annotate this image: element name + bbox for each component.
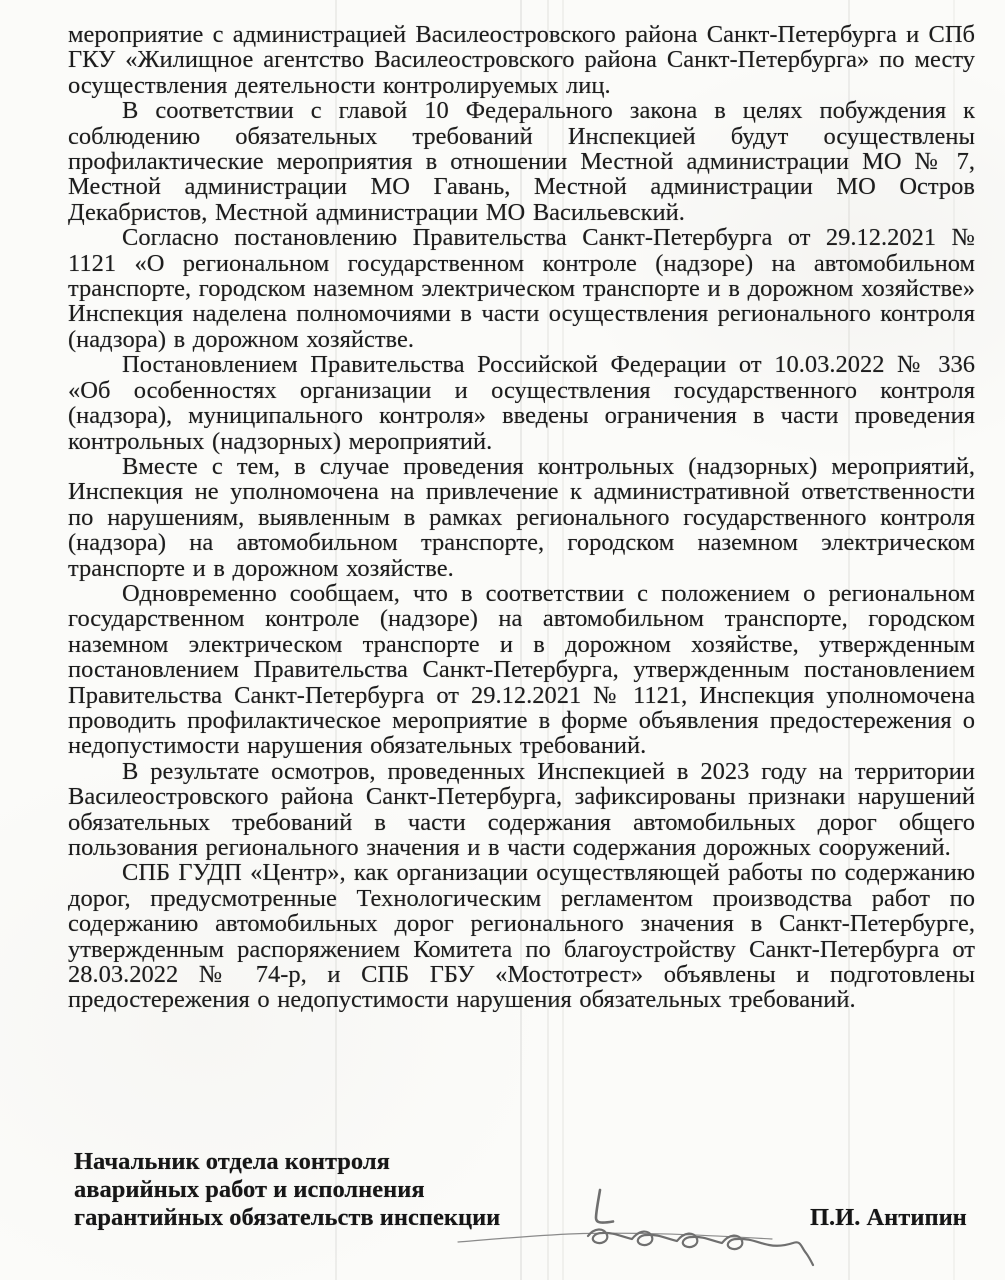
- signatory-title-line-2: аварийных работ и исполнения: [74, 1175, 425, 1203]
- paragraph-warnings-issued: СПБ ГУДП «Центр», как организации осуществляющей работы по содержанию дорог, предусмотренные Технологическим регламентом производства работ по содержанию автомобильных дорог регионального значения в Санкт-Петербурге, утвержденным распоряжением Комитета по благоустройству Санкт-Петербурга от 28.03.2022 № 74-р, и СПБ ГБУ «Мостотрест» объявлены и подготовлены предостережения о недопустимости нарушения обязательных требований.: [68, 859, 975, 1014]
- signatory-title-line-3: гарантийных обязательств инспекции: [74, 1203, 501, 1231]
- paragraph-federal-law-ch10: В соответствии с главой 10 Федерального закона в целях побуждения к соблюдению обязательных требований Инспекцией будут осуществлены профилактические мероприятия в отношении Местной администрации МО № 7, Местной администрации МО Гавань, Местной администрации МО Остров Декабристов, Местной администрации МО Васильевский.: [68, 97, 975, 226]
- paragraph-inspection-powers: Вместе с тем, в случае проведения контрольных (надзорных) мероприятий, Инспекция не уполномочена на привлечение к административной ответственности по нарушениям, выявленным в рамках регионального государственного контроля (надзора) на автомобильном транспорте, городском наземном электрическом транспорте и в дорожном хозяйстве.: [68, 452, 975, 582]
- paragraph-preventive-measure: Одновременно сообщаем, что в соответствии с положением о региональном государственном контроле (надзоре) на автомобильном транспорте, городском наземном электрическом транспорте и в дорожном хозяйстве, утвержденным постановлением Правительства Санкт-Петербурга, утвержденным постановлением Правительства Санкт-Петербурга от 29.12.2021 № 1121, Инспекция уполномочена проводить профилактическое мероприятие в форме объявления предостережения о недопустимости нарушения обязательных требований.: [68, 579, 975, 760]
- paragraph-resolution-1121: Согласно постановлению Правительства Санкт-Петербурга от 29.12.2021 № 1121 «О региональном государственном контроле (надзоре) на автомобильном транспорте, городском наземном электрическом транспорте и в дорожном хозяйстве» Инспекция наделена полномочиями в части осуществления регионального контроля (надзора) в дорожном хозяйстве.: [68, 224, 975, 353]
- document-body: [68, 22, 975, 1013]
- signatory-title: [74, 1148, 500, 1231]
- signatory-name: П.И. Антипин: [810, 1204, 967, 1231]
- paragraph-2023-inspections: В результате осмотров, проведенных Инспекцией в 2023 году на территории Василеостровского района Санкт-Петербурга, зафиксированы признаки нарушений обязательных требований в части содержания автомобильных дорог общего пользования регионального значения и в части содержания дорожных сооружений.: [68, 757, 975, 861]
- paragraph-resolution-336: Постановлением Правительства Российской Федерации от 10.03.2022 № 336 «Об особенностях организации и осуществления государственного контроля (надзора), муниципального контроля» введены ограничения в части проведения контрольных (надзорных) мероприятий.: [68, 351, 975, 455]
- signatory-title-line-1: Начальник отдела контроля: [74, 1148, 390, 1175]
- paragraph-continuation: мероприятие с администрацией Василеостровского района Санкт-Петербурга и СПб ГКУ «Жилищное агентство Василеостровского района Санкт-Петербурга» по месту осуществления деятельности контролируемых лиц.: [68, 21, 975, 99]
